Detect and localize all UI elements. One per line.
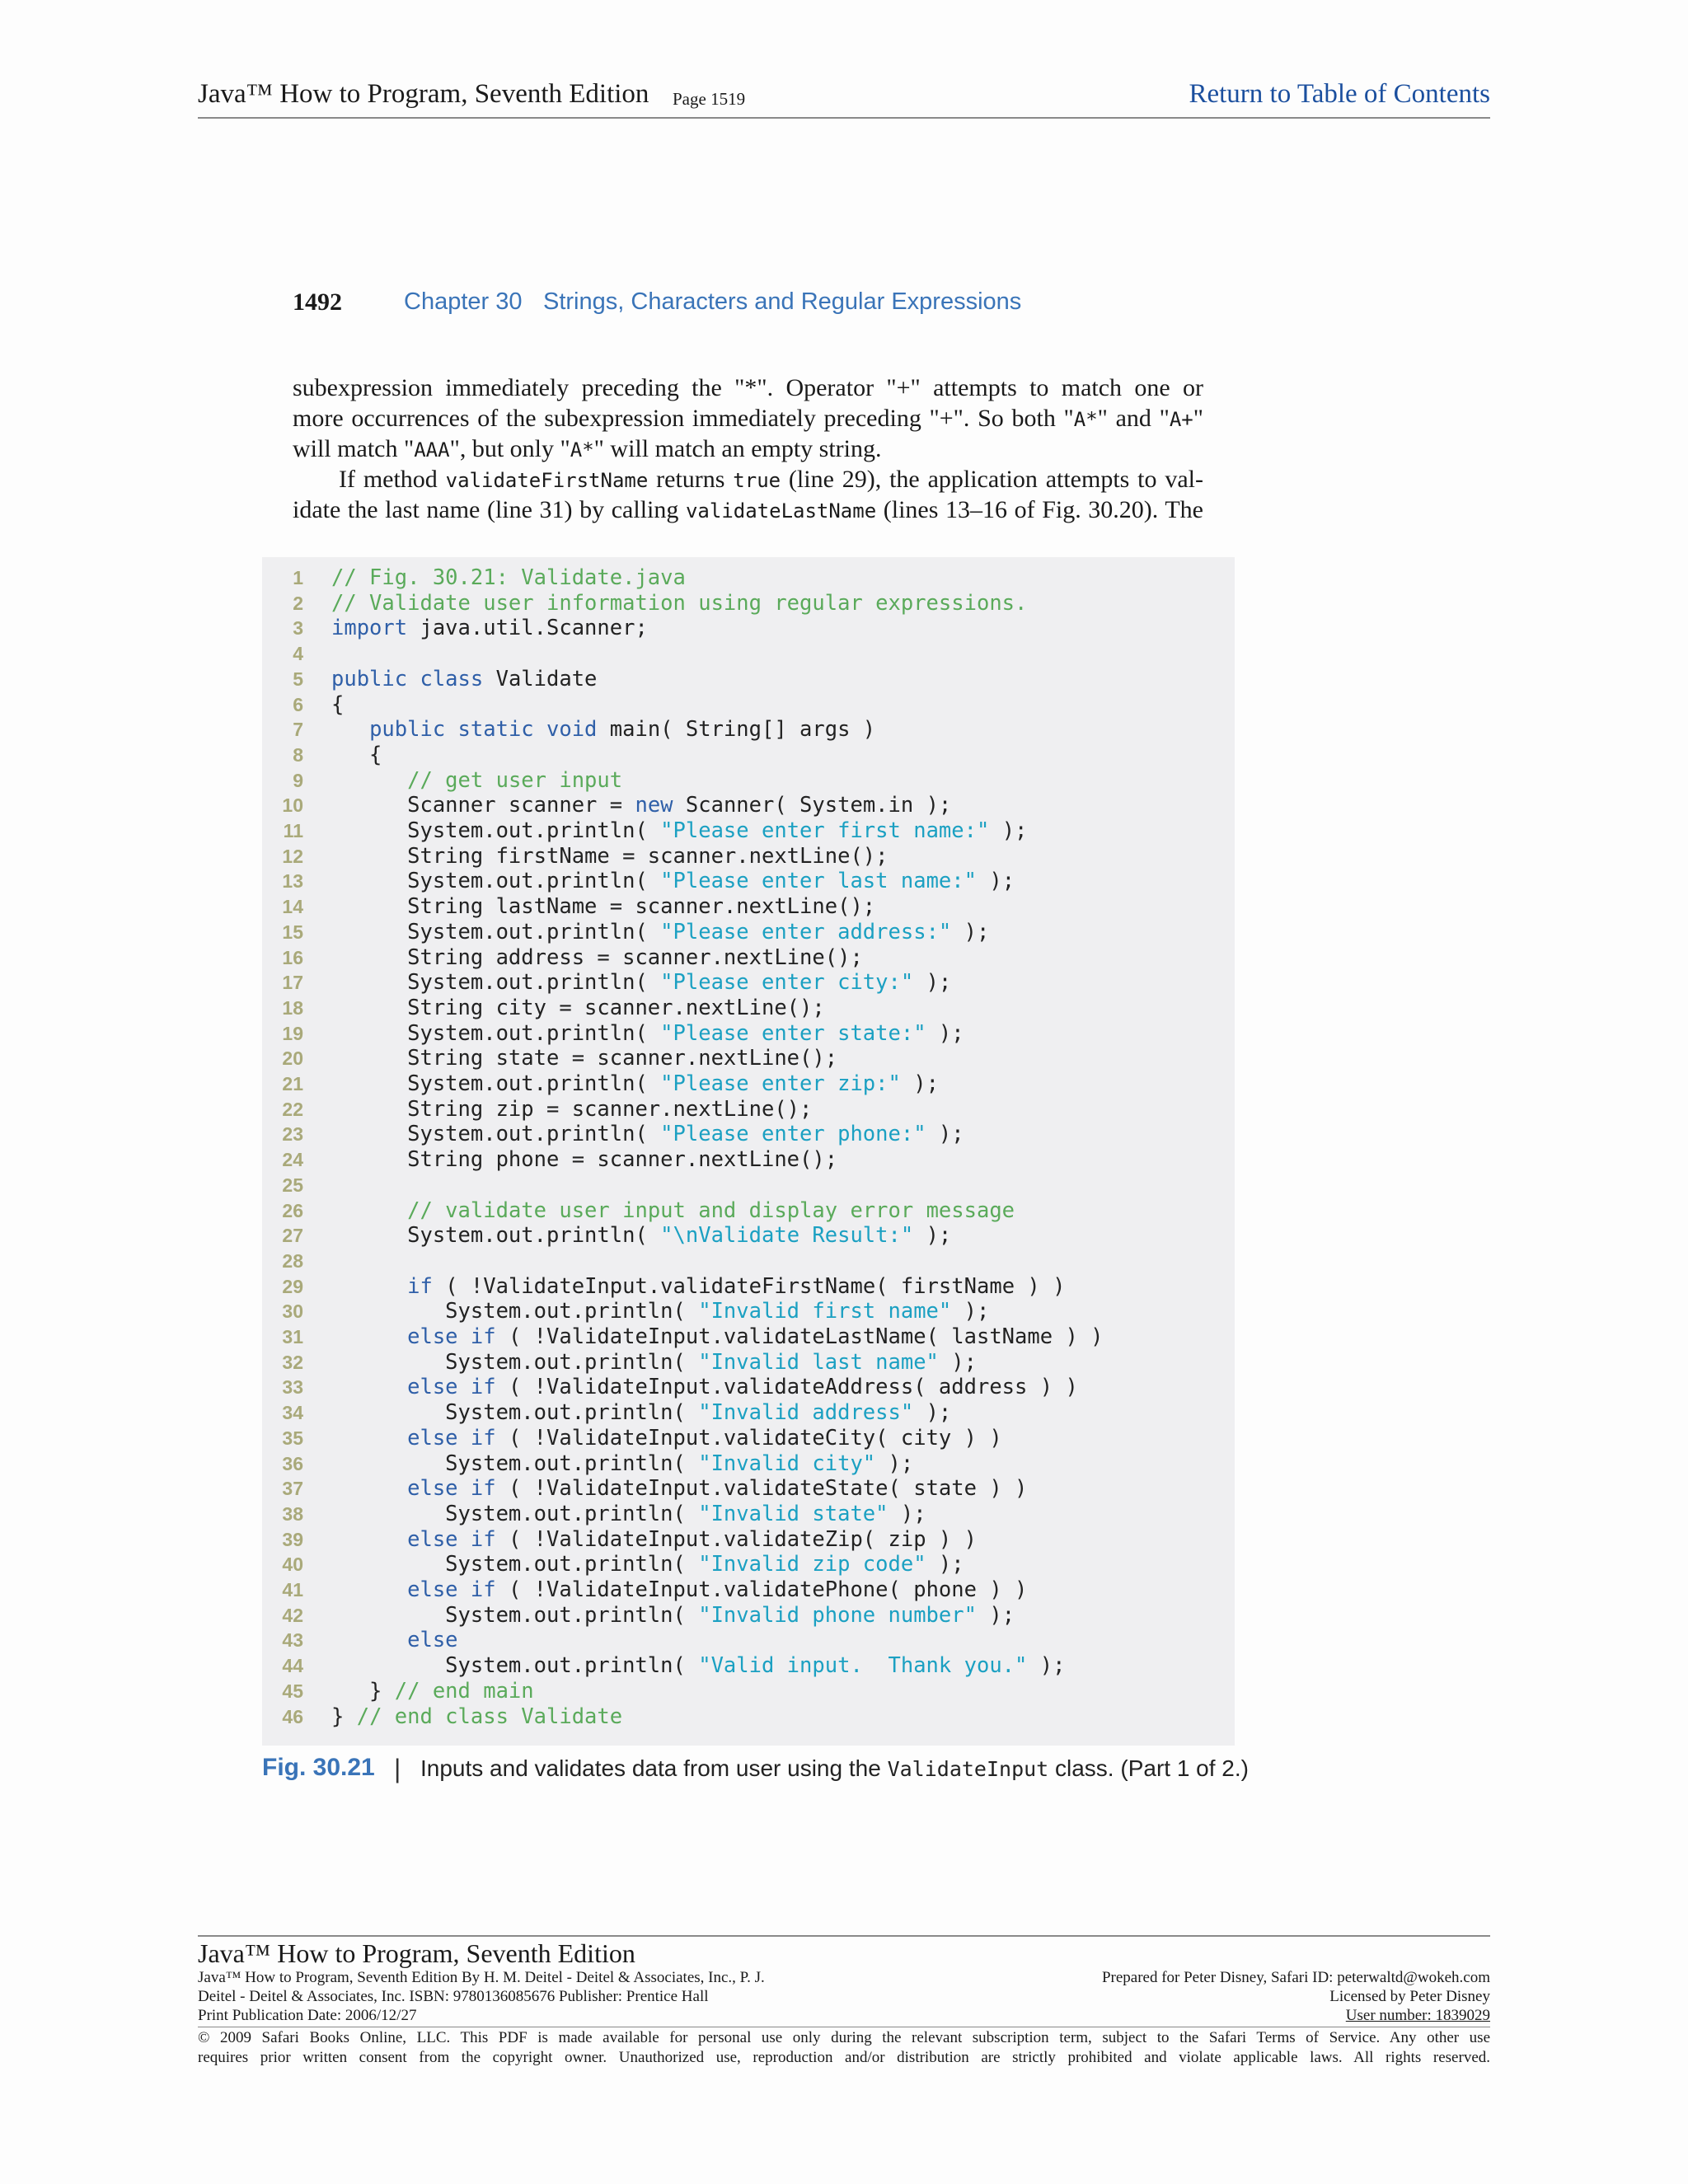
code-text: System.out.println( "Invalid address" ); bbox=[331, 1400, 952, 1426]
line-number: 11 bbox=[283, 820, 303, 841]
code-text: System.out.println( "Please enter address:" ); bbox=[331, 919, 990, 944]
line-number: 40 bbox=[282, 1554, 303, 1576]
code-text: System.out.println( "Please enter city:" ); bbox=[331, 970, 952, 996]
line-number: 38 bbox=[282, 1502, 303, 1525]
running-header bbox=[198, 76, 1490, 119]
code-text: String phone = scanner.nextLine(); bbox=[331, 1147, 838, 1173]
footer-rule bbox=[198, 1935, 1490, 1937]
line-number: 30 bbox=[282, 1301, 303, 1323]
line-number: 32 bbox=[282, 1351, 303, 1373]
footer-info: Deitel - Deitel & Associates, Inc. ISBN: 9780136085676 Publisher: Prentice Hall bbox=[198, 1988, 709, 2005]
code-text: // Validate user information using regular expressions. bbox=[331, 590, 1028, 616]
line-number: 39 bbox=[282, 1528, 303, 1550]
code-text: else if ( !ValidateInput.validateState( state ) ) bbox=[407, 1476, 1028, 1502]
line-number: 26 bbox=[282, 1199, 303, 1221]
line-number: 7 bbox=[293, 719, 303, 741]
footer-info: Prepared for Peter Disney, Safari ID: peterwaltd@wokeh.com bbox=[1101, 1969, 1490, 1986]
code-text: System.out.println( "\nValidate Result:" ); bbox=[331, 1223, 952, 1249]
line-number: 22 bbox=[282, 1098, 303, 1120]
caption-separator: | bbox=[394, 1754, 401, 1783]
footer-legal: requires prior written consent from the copyright owner. Unauthorized use, reproduction and/or distribution are strictly prohibited and violate applicable laws. All rights reserved. bbox=[198, 2049, 1490, 2066]
page-label: Page 1519 bbox=[673, 89, 746, 109]
line-number: 33 bbox=[282, 1376, 303, 1399]
page-number: 1492 bbox=[293, 288, 342, 316]
line-number: 13 bbox=[282, 870, 303, 893]
paragraph-line: idate the last name (line 31) by calling validateLastName (lines 13–16 of Fig. 30.20). The bbox=[293, 496, 1203, 523]
footer-info: Java™ How to Program, Seventh Edition By H. M. Deitel - Deitel & Associates, Inc., P. J. bbox=[198, 1969, 765, 1986]
line-number: 19 bbox=[282, 1022, 303, 1044]
code-text: String city = scanner.nextLine(); bbox=[331, 995, 825, 1020]
code-text: System.out.println( "Please enter zip:" ); bbox=[331, 1071, 939, 1096]
code-text: else if ( !ValidateInput.validateZip( zip ) ) bbox=[407, 1526, 977, 1552]
line-number: 43 bbox=[282, 1629, 303, 1652]
line-number: 46 bbox=[282, 1705, 303, 1727]
line-number: 20 bbox=[282, 1047, 303, 1070]
code-text: import java.util.Scanner; bbox=[331, 616, 648, 641]
code-text: System.out.println( "Please enter first name:" ); bbox=[331, 818, 1028, 843]
code-text: System.out.println( "Invalid phone number" ); bbox=[331, 1602, 1015, 1628]
line-number: 18 bbox=[282, 996, 303, 1019]
code-text: if ( !ValidateInput.validateFirstName( firstName ) ) bbox=[407, 1273, 1066, 1299]
line-number: 1 bbox=[293, 567, 303, 588]
code-text: } // end main bbox=[331, 1678, 534, 1704]
line-number: 37 bbox=[282, 1478, 303, 1500]
code-text: String firstName = scanner.nextLine(); bbox=[331, 843, 889, 869]
code-text: public static void main( String[] args ) bbox=[369, 717, 876, 743]
code-text: else if ( !ValidateInput.validateCity( city ) ) bbox=[407, 1425, 1002, 1451]
line-number: 8 bbox=[293, 743, 303, 766]
code-text: { bbox=[331, 691, 345, 717]
line-number: 10 bbox=[282, 794, 303, 817]
code-text: Scanner scanner = new Scanner( System.in ); bbox=[331, 793, 952, 818]
code-text: System.out.println( "Please enter phone:" ); bbox=[331, 1122, 964, 1147]
code-text: // Fig. 30.21: Validate.java bbox=[331, 565, 686, 590]
line-number: 41 bbox=[282, 1579, 303, 1601]
code-text: System.out.println( "Invalid city" ); bbox=[331, 1451, 914, 1476]
line-number: 6 bbox=[293, 693, 303, 715]
line-number: 23 bbox=[282, 1123, 303, 1146]
code-text: System.out.println( "Please enter last name:" ); bbox=[331, 869, 1015, 894]
code-text: System.out.println( "Invalid zip code" ); bbox=[331, 1552, 964, 1577]
line-number: 36 bbox=[282, 1452, 303, 1474]
code-text: else if ( !ValidateInput.validateAddress( address ) ) bbox=[407, 1375, 1078, 1400]
line-number: 21 bbox=[282, 1073, 303, 1094]
line-number: 29 bbox=[282, 1275, 303, 1297]
footer-title: Java™ How to Program, Seventh Edition bbox=[198, 1938, 635, 1968]
code-text: // get user input bbox=[407, 767, 623, 793]
code-text: System.out.println( "Invalid first name" ); bbox=[331, 1299, 990, 1324]
paragraph-line: more occurrences of the subexpression immediately preceding "+". So both "A*" and "A+" bbox=[293, 405, 1203, 432]
line-number: 25 bbox=[282, 1174, 303, 1196]
line-number: 45 bbox=[282, 1680, 303, 1702]
footer-info: Licensed by Peter Disney bbox=[1329, 1988, 1490, 2005]
code-text: System.out.println( "Invalid last name" ); bbox=[331, 1349, 977, 1375]
line-number: 34 bbox=[282, 1402, 303, 1424]
line-number: 2 bbox=[293, 592, 303, 614]
line-number: 12 bbox=[282, 845, 303, 867]
line-number: 9 bbox=[293, 769, 303, 791]
table-of-contents-link[interactable]: Return to Table of Contents bbox=[1189, 79, 1490, 109]
line-number: 5 bbox=[293, 668, 303, 690]
chapter-label: Chapter 30 bbox=[404, 288, 523, 315]
line-number: 15 bbox=[282, 921, 303, 943]
book-title: Java™ How to Program, Seventh Edition bbox=[198, 79, 649, 109]
line-number: 4 bbox=[293, 643, 303, 665]
code-text: } // end class Validate bbox=[331, 1704, 623, 1729]
code-text: { bbox=[331, 742, 382, 767]
footer-info: Print Publication Date: 2006/12/27 bbox=[198, 2007, 417, 2024]
code-text: else bbox=[407, 1628, 458, 1653]
code-text: System.out.println( "Please enter state:" ); bbox=[331, 1020, 964, 1046]
code-text: System.out.println( "Valid input. Thank you." ); bbox=[331, 1653, 1066, 1679]
code-text: public class Validate bbox=[331, 666, 598, 691]
line-number: 17 bbox=[282, 972, 303, 994]
line-number: 42 bbox=[282, 1604, 303, 1626]
line-number: 35 bbox=[282, 1427, 303, 1449]
line-number: 44 bbox=[282, 1655, 303, 1677]
line-number: 3 bbox=[293, 617, 303, 640]
code-text: // validate user input and display error message bbox=[407, 1197, 1015, 1223]
footer-legal: © 2009 Safari Books Online, LLC. This PDF is made available for personal use only during the relevant subscription term, subject to the Safari Terms of Service. Any other use bbox=[198, 2029, 1490, 2046]
code-listing bbox=[262, 557, 1235, 1746]
caption-text: Inputs and validates data from user using the ValidateInput class. (Part 1 of 2.) bbox=[420, 1755, 1249, 1781]
line-number: 16 bbox=[282, 946, 303, 968]
code-text: String lastName = scanner.nextLine(); bbox=[331, 894, 876, 920]
line-number: 24 bbox=[282, 1149, 303, 1171]
code-text: String zip = scanner.nextLine(); bbox=[331, 1096, 813, 1122]
chapter-title: Strings, Characters and Regular Expressions bbox=[543, 288, 1022, 315]
code-text: String state = scanner.nextLine(); bbox=[331, 1046, 838, 1071]
paragraph-line: If method validateFirstName returns true (line 29), the application attempts to val- bbox=[339, 466, 1204, 493]
figure-number: Fig. 30.21 bbox=[262, 1754, 375, 1781]
line-number: 31 bbox=[282, 1326, 303, 1347]
paragraph-line: will match "AAA", but only "A*" will match an empty string. bbox=[293, 435, 882, 462]
code-text: System.out.println( "Invalid state" ); bbox=[331, 1501, 926, 1526]
code-text: else if ( !ValidateInput.validateLastName( lastName ) ) bbox=[407, 1324, 1104, 1349]
paragraph-line: subexpression immediately preceding the "*". Operator "+" attempts to match one or bbox=[293, 374, 1203, 401]
line-number: 28 bbox=[282, 1249, 303, 1272]
footer-info: User number: 1839029 bbox=[1345, 2007, 1490, 2024]
code-text: else if ( !ValidateInput.validatePhone( phone ) ) bbox=[407, 1577, 1028, 1602]
code-text: String address = scanner.nextLine(); bbox=[331, 944, 863, 970]
line-number: 27 bbox=[282, 1225, 303, 1247]
line-number: 14 bbox=[282, 896, 303, 918]
